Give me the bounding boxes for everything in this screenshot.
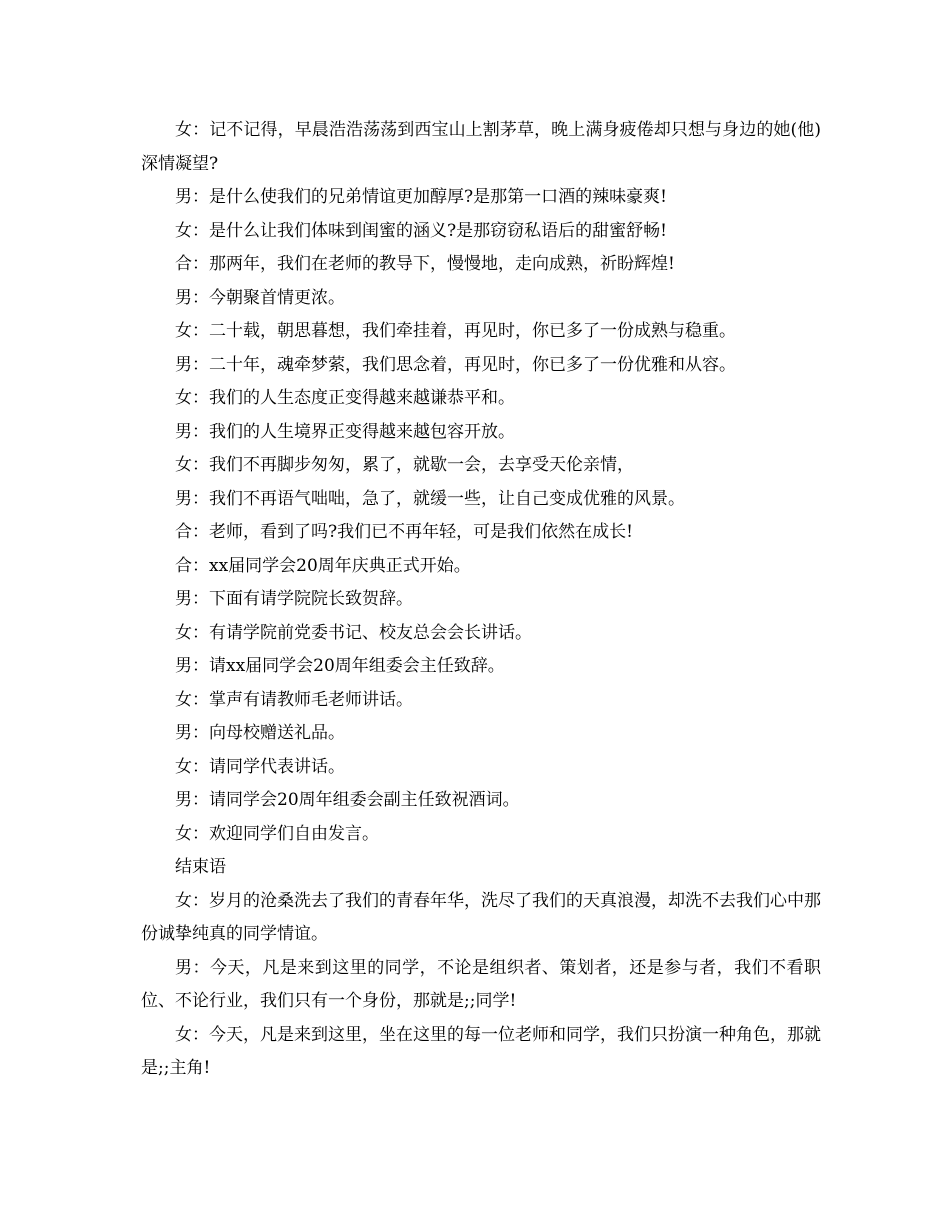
paragraph: 合：xx届同学会20周年庆典正式开始。	[175, 555, 471, 576]
paragraph: 男：下面有请学院院长致贺辞。	[175, 589, 413, 609]
paragraph: 男：请同学会20周年组委会副主任致祝酒词。	[175, 790, 520, 810]
section-heading: 结束语	[175, 857, 226, 877]
paragraph: 男：向母校赠送礼品。	[175, 723, 345, 743]
paragraph: 男：今朝聚首情更浓。	[175, 287, 345, 308]
paragraph: 女：有请学院前党委书记、校友总会会长讲话。	[175, 622, 532, 643]
paragraph: 女：欢迎同学们自由发言。	[175, 823, 379, 844]
paragraph: 男：是什么使我们的兄弟情谊更加醇厚?是那第一口酒的辣味豪爽!	[175, 187, 667, 207]
paragraph: 女：二十载，朝思暮想，我们牵挂着，再见时，你已多了一份成熟与稳重。	[175, 321, 736, 341]
paragraph: 男：今天，凡是来到这里的同学，不论是组织者、策划者，还是参与者，我们不看职位、不论行业，我们只有一个身份，那就是;;同学!	[141, 957, 821, 1011]
paragraph: 合：那两年，我们在老师的教导下，慢慢地，走向成熟，祈盼辉煌!	[175, 254, 675, 274]
paragraph: 女：我们不再脚步匆匆，累了，就歇一会，去享受天伦亲情，	[175, 455, 634, 475]
paragraph: 合：老师，看到了吗?我们已不再年轻，可是我们依然在成长!	[175, 522, 633, 542]
paragraph: 女：我们的人生态度正变得越来越谦恭平和。	[175, 388, 515, 408]
paragraph: 男：二十年，魂牵梦萦，我们思念着，再见时，你已多了一份优雅和从容。	[175, 354, 736, 375]
document-page	[141, 114, 821, 1086]
paragraph: 女：掌声有请教师毛老师讲话。	[175, 689, 413, 710]
paragraph: 女：岁月的沧桑洗去了我们的青春年华，洗尽了我们的天真浪漫，却洗不去我们心中那份诚挚纯真的同学情谊。	[141, 890, 821, 944]
paragraph: 男：我们的人生境界正变得越来越包容开放。	[175, 421, 515, 442]
paragraph: 女：今天，凡是来到这里，坐在这里的每一位老师和同学，我们只扮演一种角色，那就是;;主角!	[141, 1024, 821, 1078]
paragraph: 女：请同学代表讲话。	[175, 756, 345, 777]
paragraph: 男：我们不再语气咄咄，急了，就缓一些，让自己变成优雅的风景。	[175, 488, 685, 509]
paragraph: 女：是什么让我们体味到闺蜜的涵义?是那窃窃私语后的甜蜜舒畅!	[175, 220, 667, 241]
paragraph: 女：记不记得，早晨浩浩荡荡到西宝山上割茅草，晚上满身疲倦却只想与身边的她(他)深情凝望?	[141, 120, 821, 174]
paragraph: 男：请xx届同学会20周年组委会主任致辞。	[175, 656, 505, 676]
